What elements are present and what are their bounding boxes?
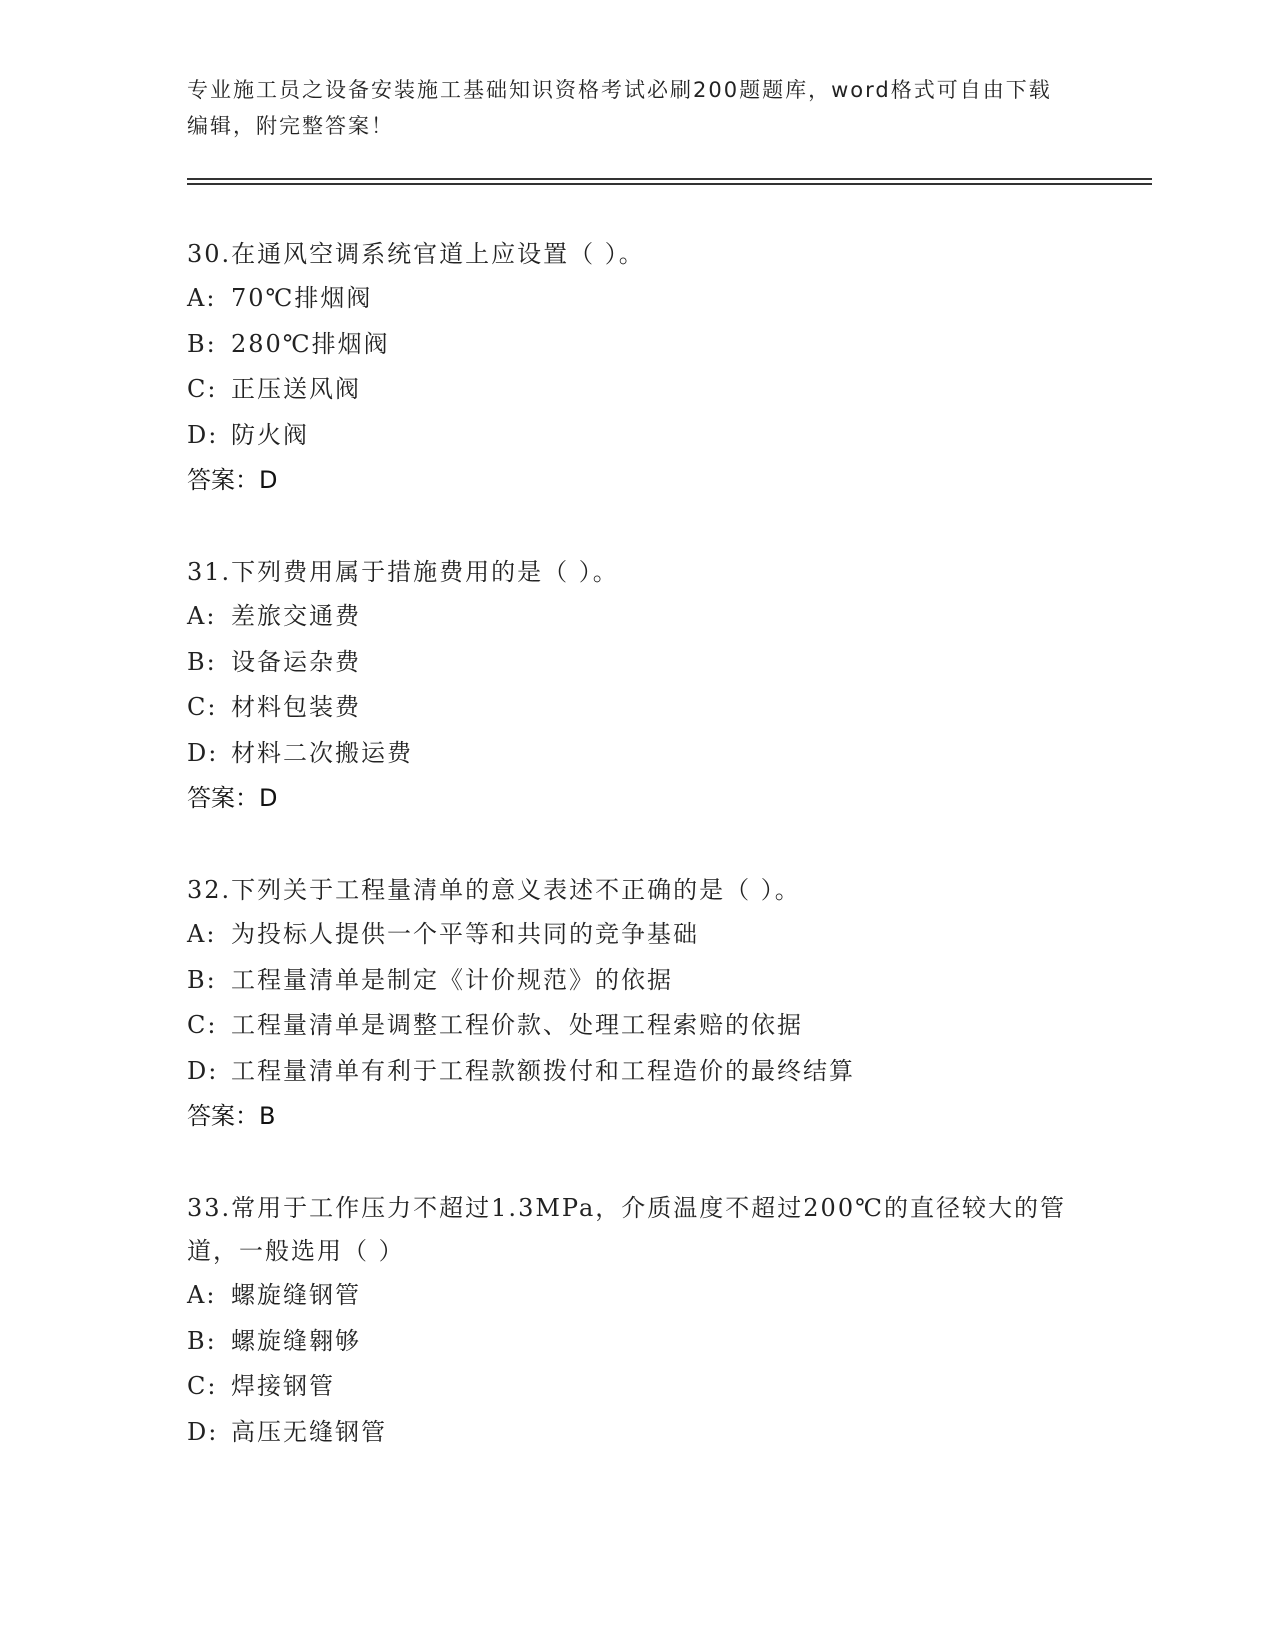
option-b (187, 958, 1087, 1004)
option-c (187, 1364, 1087, 1410)
question-stem: 32.下列关于工程量清单的意义表述不正确的是（ ）。 (187, 876, 801, 904)
option-b (187, 640, 1087, 686)
question-stem: 30.在通风空调系统官道上应设置（ ）。 (187, 240, 645, 268)
option-key: A: (187, 1281, 217, 1309)
question-stem: 31.下列费用属于措施费用的是（ ）。 (187, 558, 619, 586)
question-30 (187, 233, 1087, 504)
option-d (187, 731, 1087, 777)
option-key: C: (187, 375, 218, 403)
question-32 (187, 869, 1087, 1140)
option-text: 工程量清单是制定《计价规范》的依据 (231, 965, 673, 994)
option-c (187, 685, 1087, 731)
question-stem: 33.常用于工作压力不超过1.3MPa，介质温度不超过200℃的直径较大的管道，一般选用（ ） (187, 1194, 1066, 1265)
option-text: 差旅交通费 (231, 602, 361, 630)
option-key: D: (187, 1417, 219, 1446)
option-text: 高压无缝钢管 (231, 1417, 387, 1446)
option-d (187, 413, 1087, 459)
answer-line: 答案：D (187, 784, 278, 812)
option-d (187, 1410, 1087, 1456)
option-text: 设备运杂费 (231, 647, 361, 676)
option-b (187, 322, 1087, 368)
option-key: B: (187, 647, 217, 676)
option-text: 螺旋缝钢管 (231, 1281, 361, 1309)
option-key: A: (187, 920, 217, 948)
option-key: C: (187, 693, 218, 721)
question-31 (187, 551, 1087, 822)
option-text: 为投标人提供一个平等和共同的竞争基础 (231, 920, 699, 948)
header-divider-bottom (187, 183, 1152, 185)
option-text: 材料二次搬运费 (231, 738, 413, 767)
option-text: 70℃排烟阀 (231, 284, 373, 312)
document-header: 专业施工员之设备安装施工基础知识资格考试必刷200题题库，word格式可自由下载编辑，附完整答案！ (187, 78, 1052, 138)
option-text: 防火阀 (231, 420, 309, 449)
option-text: 材料包装费 (231, 693, 361, 721)
question-33 (187, 1187, 1087, 1455)
option-a (187, 276, 1087, 322)
option-key: C: (187, 1011, 218, 1039)
option-key: D: (187, 738, 219, 767)
option-c (187, 1003, 1087, 1049)
answer-line: 答案：B (187, 1102, 276, 1130)
option-b (187, 1319, 1087, 1365)
option-a (187, 594, 1087, 640)
option-key: A: (187, 602, 217, 630)
option-key: B: (187, 965, 217, 994)
option-c (187, 367, 1087, 413)
option-text: 工程量清单有利于工程款额拨付和工程造价的最终结算 (231, 1056, 855, 1085)
option-text: 焊接钢管 (231, 1372, 335, 1400)
option-a (187, 912, 1087, 958)
option-key: B: (187, 329, 217, 358)
option-text: 螺旋缝翱够 (231, 1326, 361, 1355)
option-key: D: (187, 1056, 219, 1085)
option-key: B: (187, 1326, 217, 1355)
option-text: 工程量清单是调整工程价款、处理工程索赔的依据 (231, 1011, 803, 1039)
header-divider-top (187, 178, 1152, 180)
answer-line: 答案：D (187, 466, 278, 494)
option-key: D: (187, 420, 219, 449)
option-a (187, 1273, 1087, 1319)
option-text: 正压送风阀 (231, 375, 361, 403)
option-key: C: (187, 1372, 218, 1400)
option-d (187, 1049, 1087, 1095)
option-key: A: (187, 284, 217, 312)
option-text: 280℃排烟阀 (231, 329, 390, 358)
